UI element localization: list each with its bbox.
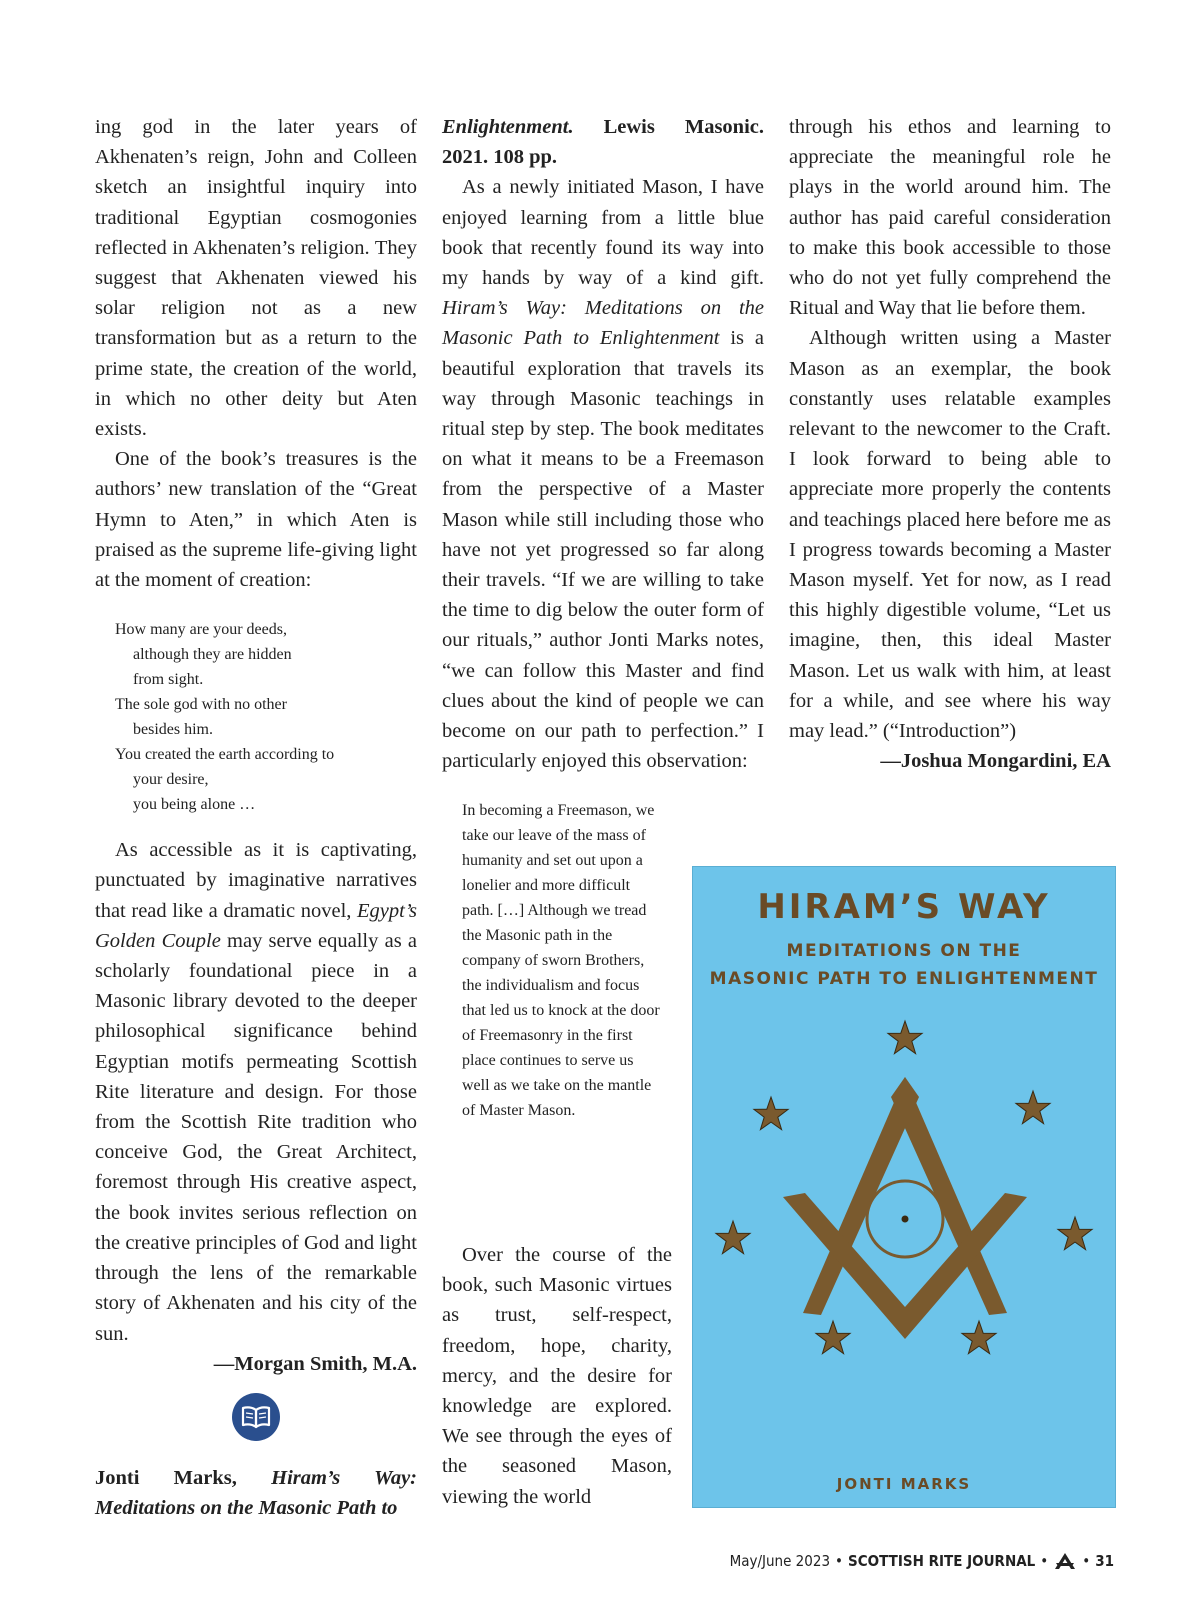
footer-journal: SCOTTISH RITE JOURNAL [848,1552,1036,1570]
book-title-italic: Hiram’s Way: Meditations on the Masonic Path to Enlightenment [442,297,764,350]
verse-line: you being alone … [133,796,256,814]
review-2-paragraph: Over the course of the book, such Masonic virtues as trust, self-respect, freedom, hope, charity, mercy, and the desire for knowledge are explored. We see through the eyes of the seasoned Mason, viewing the world [442,1244,672,1508]
review-1-paragraph: As accessible as it is captivating, punctuated by imaginative narratives that read like a dramatic novel, Egypt’s Golden Couple may serve equally as a scholarly foundational piece in a Masonic library devoted to the deeper philosophical significance behind Egyptian motifs permeating Scottish Rite literature and design. For those from the Scottish Rite tradition who conceive God, the Great Architect, foremost through His creative aspect, the book invites serious reflection on the creative principles of God and light through the lens of the remarkable story of Akhenaten and his city of the sun. [95,839,417,1345]
star-icon [888,1021,922,1054]
review-2-paragraph: through his ethos and learning to appreciate the meaningful role he plays in the world around him. The author has paid careful consideration to make this book accessible to those who do not yet fully comprehend the Ritual and Way that lie before them. [789,116,1111,320]
square-and-compasses-emblem [693,987,1117,1467]
verse-line: your desire, [133,771,209,789]
book-cover-image [692,866,1116,1508]
hymn-verse [115,617,417,817]
review-2-bibliography-cont: Enlightenment. Lewis Masonic. 2021. 108 pp. [442,116,764,169]
column-1 [95,112,417,1523]
star-icon [1016,1091,1050,1124]
star-icon [1058,1217,1092,1250]
verse-line: You created the earth according to [115,746,335,764]
cover-subtitle-line-2: MASONIC PATH TO ENLIGHTENMENT [709,969,1099,989]
cover-subtitle-line-1: MEDITATIONS ON THE [786,941,1022,961]
page-footer: May/June 2023 • SCOTTISH RITE JOURNAL • • 31 [729,1552,1114,1570]
column-3 [789,112,1111,776]
verse-line: besides him. [133,721,213,739]
cover-author: JONTI MARKS [836,1475,972,1493]
verse-line: How many are your deeds, [115,621,287,639]
verse-line: from sight. [133,671,204,689]
star-icon [816,1321,850,1354]
review-2-paragraph: As a newly initiated Mason, I have enjoyed learning from a little blue book that recently found its way into my hands by way of a kind gift. Hiram’s Way: Meditations on the Masonic Path to Enlightenment is a beautiful exploration that travels its way through Masonic teachings in ritual step by step. The book meditates on what it means to be a Freemason from the perspective of a Master Mason while still including those who have not yet progressed so far along their travels. “If we are willing to take the time to dig below the outer form of our rituals,” author Jonti Marks notes, “we can follow this Master and find clues about the kind of people we can become on our path to perfection.” I particularly enjoyed this observation: [442,176,764,773]
column-2-lower [442,1240,672,1512]
footer-issue: May/June 2023 [729,1552,831,1570]
footer-page-number: 31 [1095,1552,1114,1570]
review-1-paragraph: One of the book’s treasures is the authors’ new translation of the “Great Hymn to Aten,” in which Aten is praised as the supreme life-giving light at the moment of creation: [95,448,417,592]
verse-line: although they are hidden [133,646,292,664]
star-icon [716,1221,750,1254]
review-2-signature: —Joshua Mongardini, EA [880,750,1111,773]
double-eagle-icon [1053,1552,1077,1570]
open-book-icon [232,1393,280,1441]
block-quote: In becoming a Freemason, we take our leave of the mass of humanity and set out upon a lonelier and more difficult path. […] Although we tread the Masonic path in the company of sworn Brothers, the individualism and focus that led us to knock at the door of Freemasonry in the first place continues to serve us well as we take on the mantle of Master Mason. [462,802,660,1120]
book-title-italic: Egypt’s Golden Couple [95,899,417,952]
star-icon [754,1097,788,1130]
cover-title: HIRAM’S WAY [757,887,1051,927]
review-1-paragraph: ing god in the later years of Akhenaten’s reign, John and Colleen sketch an insightful inquiry into traditional Egyptian cosmogonies reflected in Akhenaten’s religion. They suggest that Akhenaten viewed his solar religion not as a new transformation but as a return to the prime state, the creation of the world, in which no other deity but Aten exists. [95,116,417,441]
review-1-signature: —Morgan Smith, M.A. [213,1352,417,1375]
review-2-bibliography: Jonti Marks, Hiram’s Way: Meditations on the Masonic Path to [95,1466,418,1520]
review-2-paragraph: Although written using a Master Mason as an exemplar, the book constantly uses relatable examples relevant to the newcomer to the Craft. I look forward to being able to appreciate more properly the contents and teachings placed here before me as I progress towards becoming a Master Mason myself. Yet for now, as I read this highly digestible volume, “Let us imagine, then, this ideal Master Mason. Let us walk with him, at least for a while, and see where his way may lead.” (“Introduction”) [789,327,1111,743]
verse-line: The sole god with no other [115,696,287,714]
star-icon [962,1321,996,1354]
